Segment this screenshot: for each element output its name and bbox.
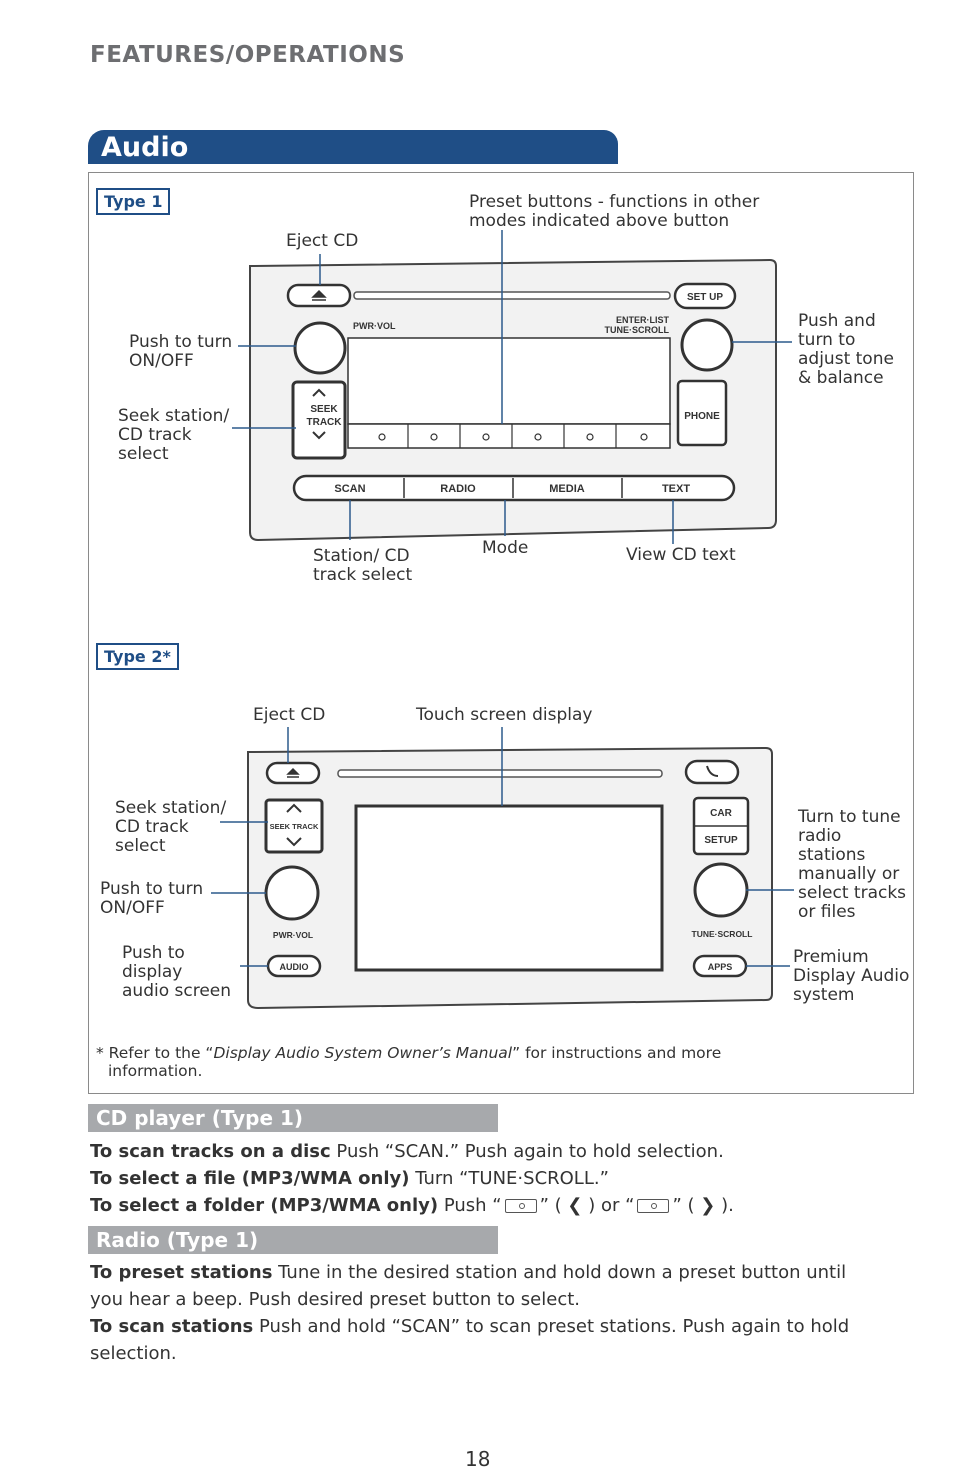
- enter-list-label: ENTER·LIST: [616, 315, 669, 325]
- phone-label: PHONE: [684, 411, 720, 422]
- preset-button-icon: [505, 1199, 537, 1213]
- callout-mode: Mode: [482, 538, 529, 558]
- callout-seek: Seek station/ CD track select: [118, 406, 230, 464]
- type1-tag: Type 1: [96, 188, 170, 215]
- apps-button-label: APPS: [707, 962, 733, 972]
- callout-premium: Premium Display Audio system: [793, 947, 910, 1005]
- radio-button-label: RADIO: [440, 483, 476, 495]
- chevron-left-icon: ❮: [567, 1195, 583, 1216]
- callout-power: Push to turn ON/OFF: [129, 332, 233, 371]
- tune-scroll2-label: TUNE·SCROLL: [691, 929, 753, 939]
- track-label: TRACK: [306, 417, 342, 428]
- audio-title: Audio: [101, 132, 189, 163]
- callout-power-2: Push to turn ON/OFF: [100, 879, 204, 918]
- callout-audio-screen: Push to display audio screen: [122, 943, 232, 1001]
- callout-station-select: Station/ CD track select: [313, 546, 413, 585]
- callout-seek-2: Seek station/ CD track select: [115, 798, 227, 856]
- footnote: * Refer to the “Display Audio System Owner’s Manual” for instructions and more information.: [96, 1044, 722, 1080]
- radio-instructions: To preset stations Tune in the desired station and hold down a preset button until you hear a beep. Push desired preset button to select. To scan stations Push and hold “SCAN” to scan preset stations. Push again to hold selection.: [90, 1262, 850, 1364]
- type2-tag: Type 2*: [96, 643, 179, 670]
- media-button-label: MEDIA: [549, 483, 585, 495]
- tune-scroll-label: TUNE·SCROLL: [604, 325, 669, 335]
- callout-eject-cd: Eject CD: [286, 231, 359, 251]
- cd-player-instructions: To scan tracks on a disc Push “SCAN.” Push again to hold selection. To select a file (MP3/WMA only) Turn “TUNE·SCROLL.” To select a folder (MP3/WMA only) Push “ ” ( ❮ ) or “ ” ( ❯ ).: [90, 1141, 734, 1216]
- callout-view-cd-text: View CD text: [626, 545, 736, 565]
- chevron-right-icon: ❯: [700, 1195, 716, 1216]
- page-number: 18: [465, 1447, 491, 1471]
- callout-touch-screen: Touch screen display: [416, 705, 593, 725]
- callout-tone-balance: Push and turn to adjust tone & balance: [798, 311, 894, 388]
- section-header: FEATURES/OPERATIONS: [90, 42, 406, 68]
- cd-player-title: CD player (Type 1): [96, 1106, 304, 1130]
- setup2-button-label: SETUP: [704, 835, 738, 846]
- text-button-label: TEXT: [661, 483, 691, 495]
- setup-button-label: SET UP: [686, 292, 724, 303]
- preset-button-icon: [637, 1199, 669, 1213]
- callout-preset-buttons: Preset buttons - functions in other modes indicated above button: [469, 192, 760, 231]
- audio-button-label: AUDIO: [279, 962, 309, 972]
- radio-title: Radio (Type 1): [96, 1228, 259, 1252]
- car-button-label: CAR: [710, 808, 732, 819]
- scan-button-label: SCAN: [334, 483, 366, 495]
- pwr-vol-label: PWR·VOL: [353, 321, 396, 331]
- pwr-vol2-label: PWR·VOL: [272, 930, 314, 940]
- callout-eject-cd-2: Eject CD: [253, 705, 326, 725]
- callout-tune: Turn to tune radio stations manually or select tracks or files: [798, 807, 907, 922]
- seek-label: SEEK: [310, 404, 338, 415]
- seek-track-label: SEEK TRACK: [269, 822, 319, 831]
